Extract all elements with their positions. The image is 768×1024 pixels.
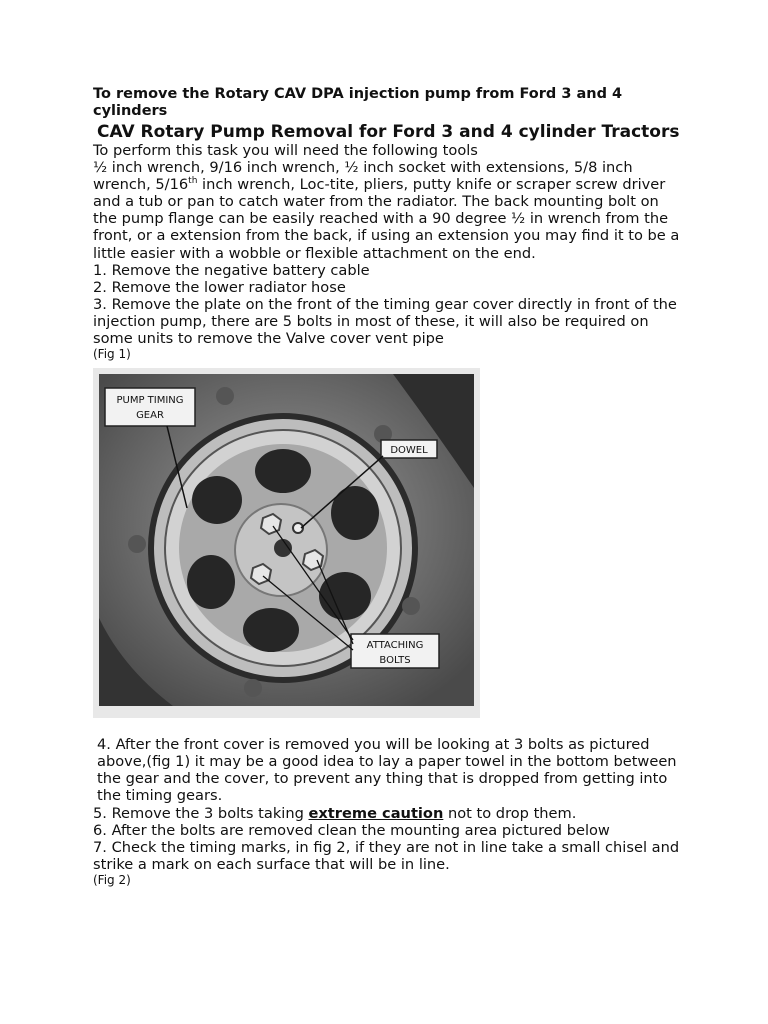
intro-text: To perform this task you will need the following tools [93,142,478,159]
step5-emphasis: extreme caution [308,804,444,822]
step-6: 6. After the bolts are removed clean the mounting area pictured below [93,821,610,839]
tools-paragraph [93,159,683,262]
fig1-photo [93,368,480,718]
section-heading: To remove the Rotary CAV DPA injection pump from Ford 3 and 4 cylinders [93,86,623,119]
label-dowel: DOWEL [390,445,428,457]
tools-text-b: inch wrench, Loc-tite, pliers, putty knife or scraper screw driver and a tub or pan to catch water from the radiator. The back mounting bolt on the pump flange can be easily reached with a 90 degree ½ in wrench from the front, or a extension from the back, if using an extension you may find it to be a little easier with a wobble or flexible attachment on the end. [93,176,680,262]
step-3: 3. Remove the plate on the front of the timing gear cover directly in front of the injection pump, there are 5 bolts in most of these, it will also be required on some units to remove the Valve cover vent pipe [93,295,677,348]
fig1-caption: (Fig 1) [93,347,131,362]
step-7: 7. Check the timing marks, in fig 2, if they are not in line take a small chisel and strike a mark on each surface that will be in line. [93,838,680,873]
tools-superscript: th [188,176,198,187]
label-attaching-1: ATTACHING [366,640,424,652]
step-4: 4. After the front cover is removed you will be looking at 3 bolts as pictured above,(fig 1) it may be a good idea to lay a paper towel in the bottom between the gear and the cover, to prevent any thing that is dropped from getting into the timing gears. [97,736,677,805]
pump-timing-gear-illustration [93,368,480,718]
label-pump-timing-1: PUMP TIMING [116,395,184,407]
step-2: 2. Remove the lower radiator hose [93,278,346,296]
document-page [93,86,683,888]
tools-text-a: ½ inch wrench, 9/16 inch wrench, ½ inch socket with extensions, 5/8 inch wrench, 5/16 [93,159,633,194]
step-5 [93,805,683,822]
step5-pre: 5. Remove the 3 bolts taking [93,804,309,822]
step-1: 1. Remove the negative battery cable [93,261,370,279]
label-attaching-2: BOLTS [379,655,411,667]
label-pump-timing-2: GEAR [136,410,164,422]
fig2-caption: (Fig 2) [93,872,131,887]
step5-post: not to drop them. [443,804,577,822]
page-title: CAV Rotary Pump Removal for Ford 3 and 4 cylinder Tractors [97,122,680,142]
